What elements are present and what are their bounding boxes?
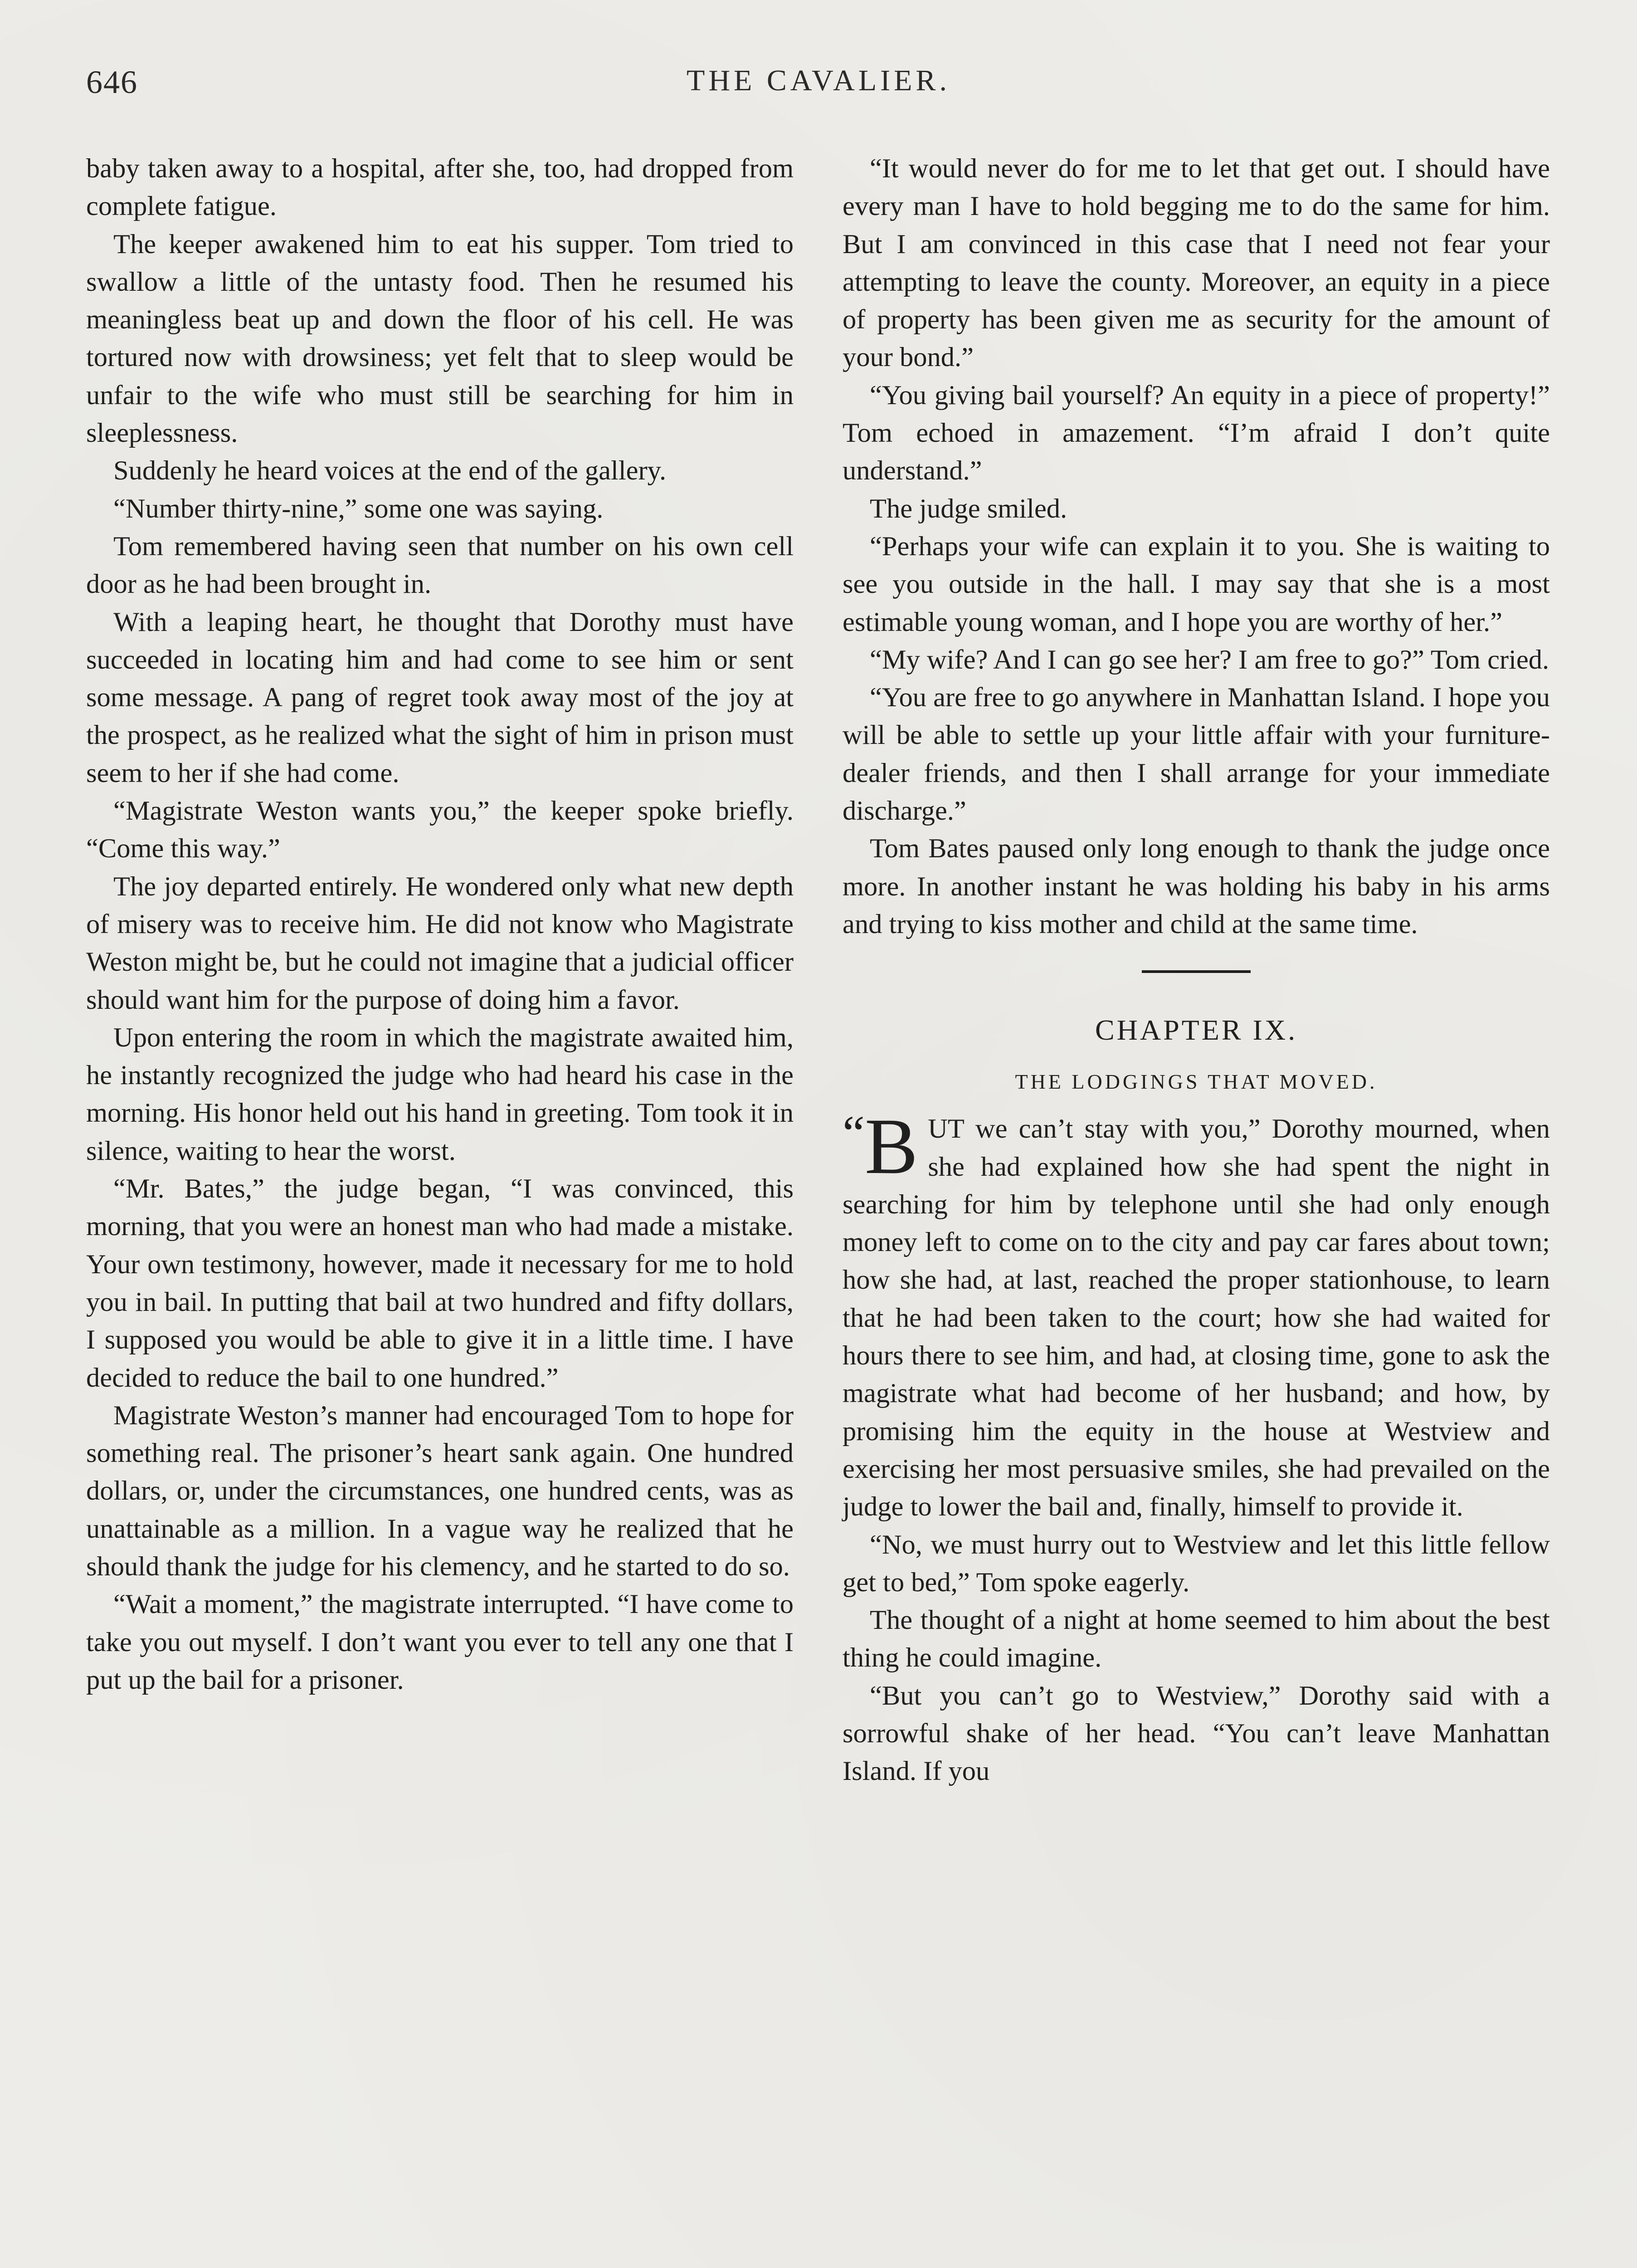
chapter-subtitle: THE LODGINGS THAT MOVED. [1015, 1070, 1378, 1094]
paragraph: The keeper awakened him to eat his supper. Tom tried to swallow a little of the untasty food. Then he resumed his meaningless beat up and down the floor of his cell. He was tortured now with drowsiness; yet felt that to sleep would be unfair to the wife who must still be searching for him in sleeplessness. [86, 229, 794, 449]
paragraph: Tom remembered having seen that number on his own cell door as he had been brought in. [86, 531, 794, 600]
paragraph: “Number thirty-nine,” some one was saying. [113, 493, 604, 524]
paragraph: “Mr. Bates,” the judge began, “I was convinced, this morning, that you were an honest man who had made a mistake. Your own testimony, however, made it necessary for me to hold you in bail. In putting that bail at two hundred and fifty dollars, I supposed you would be able to give it in a little time. I have decided to reduce the bail to one hundred.” [86, 1173, 794, 1393]
paragraph: Tom Bates paused only long enough to thank the judge once more. In another instant he was holding his baby in his arms and trying to kiss mother and child at the same time. [843, 833, 1550, 939]
drop-cap-quote: “ [843, 1105, 865, 1161]
paragraph: “But you can’t go to Westview,” Dorothy said with a sorrowful shake of her head. “You can’t leave Manhattan Island. If you [843, 1680, 1550, 1787]
right-column [843, 150, 1550, 1790]
left-column [86, 150, 794, 1699]
paragraph: The thought of a night at home seemed to him about the best thing he could imagine. [843, 1605, 1550, 1673]
paragraph: baby taken away to a hospital, after she, too, had dropped from complete fatigue. [86, 153, 794, 222]
chapter-heading: CHAPTER IX. [1095, 1014, 1298, 1046]
page-number: 646 [86, 64, 138, 100]
paragraph: Upon entering the room in which the magistrate awaited him, he instantly recognized the judge who had heard his case in the morning. His honor held out his hand in greeting. Tom took it in silence, waiting to hear the worst. [86, 1022, 794, 1166]
paragraph: “My wife? And I can go see her? I am free to go?” Tom cried. [870, 644, 1549, 675]
paragraph: “Perhaps your wife can explain it to you. She is waiting to see you outside in the hall. I may say that she is a most estimable young woman, and I hope you are worthy of her.” [843, 531, 1550, 637]
chapter-opening-paragraph [843, 1102, 1550, 1525]
paragraph: “Magistrate Weston wants you,” the keeper spoke briefly. “Come this way.” [86, 796, 794, 864]
paragraph: With a leaping heart, he thought that Dorothy must have succeeded in locating him and had come to see him or sent some message. A pang of regret took away most of the joy at the prospect, as he realized what the sight of him in prison must seem to her if she had come. [86, 606, 794, 788]
paragraph: Magistrate Weston’s manner had encouraged Tom to hope for something real. The prisoner’s heart sank again. One hundred dollars, or, under the circumstances, one hundred cents, was as unattainable as a million. In a vague way he realized that he should thank the judge for his clemency, and he started to do so. [86, 1400, 794, 1582]
opening-text: UT we can’t stay with you,” Dorothy mourned, when she had explained how she had spent the night in searching for him by telephone until she had only enough money left to come on to the city and pay car fares about town; how she had, at last, reached the proper stationhouse, to learn that he had been taken to the court; how she had waited for hours there to see him, and had, at closing time, gone to ask the magistrate what had become of her husband; and how, by promising him the equity in the house at Westview and exercising her most persuasive smiles, she had prevailed on the judge to lower the bail and, finally, himself to provide it. [843, 1114, 1550, 1522]
paragraph: “Wait a moment,” the magistrate interrupted. “I have come to take you out myself. I don’t want you ever to tell any one that I put up the bail for a prisoner. [86, 1589, 794, 1695]
page-header [86, 64, 1551, 113]
drop-cap-letter: B [864, 1102, 918, 1191]
paragraph: “You giving bail yourself? An equity in a piece of property!” Tom echoed in amazement. “I’m afraid I don’t quite understand.” [843, 380, 1550, 486]
paragraph: “It would never do for me to let that get out. I should have every man I have to hold begging me to do the same for him. But I am convinced in this case that I need not fear your attempting to leave the county. Moreover, an equity in a piece of property has been given me as security for the amount of your bond.” [843, 153, 1550, 373]
paragraph: The joy departed entirely. He wondered only what new depth of misery was to receive him. He did not know who Magistrate Weston might be, but he could not imagine that a judicial officer should want him for the purpose of doing him a favor. [86, 871, 794, 1015]
drop-cap [843, 1102, 918, 1191]
running-title: THE CAVALIER. [687, 64, 950, 97]
paragraph: “No, we must hurry out to Westview and let this little fellow get to bed,” Tom spoke eagerly. [843, 1529, 1550, 1598]
paragraph: “You are free to go anywhere in Manhattan Island. I hope you will be able to settle up your little affair with your furniture-dealer friends, and then I shall arrange for your immediate discharge.” [843, 682, 1550, 826]
paragraph: Suddenly he heard voices at the end of the gallery. [113, 455, 667, 486]
paragraph: The judge smiled. [870, 493, 1067, 524]
section-divider [1142, 970, 1251, 973]
